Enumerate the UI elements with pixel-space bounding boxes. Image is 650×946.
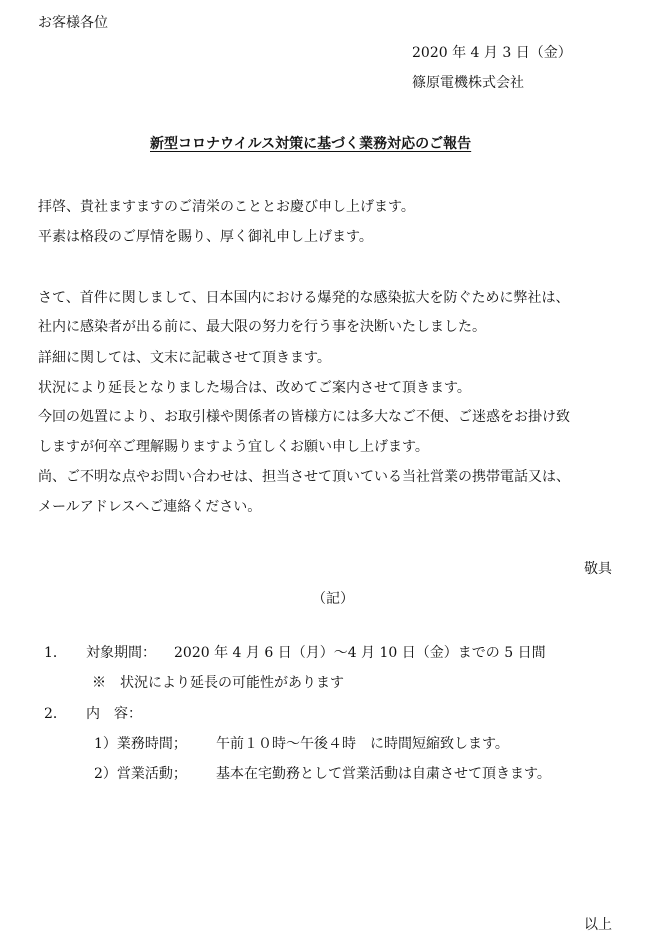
item-1-value: 2020 年 4 月 6 日（月）～4 月 10 日（金）までの 5 日間 [174, 645, 546, 661]
greeting-line-1: 拝啓、貴社ますますのご清栄のこととお慶び申し上げます。 [38, 199, 415, 215]
item-1-label: 対象期間： [86, 645, 156, 661]
body-line-8: メールアドレスへご連絡ください。 [38, 499, 262, 515]
document-date: 2020 年 4 月 3 日（金） [412, 45, 572, 61]
item-2-label: 内 容： [86, 706, 142, 722]
body-line-6: しますが何卒ご理解賜りますよう宜しくお願い申し上げます。 [38, 439, 429, 455]
item-1-note: ※ 状況により延長の可能性があります [92, 675, 344, 691]
closing-keigu: 敬具 [584, 561, 612, 577]
company-name: 篠原電機株式会社 [412, 75, 524, 91]
document-title: 新型コロナウイルス対策に基づく業務対応のご報告 [150, 136, 472, 152]
item-2-number: 2． [44, 706, 67, 722]
end-ijou: 以上 [584, 917, 612, 933]
item-2-sub-1-value: 午前１０時～午後４時 に時間短縮致します。 [216, 736, 509, 752]
body-line-5: 今回の処置により、お取引様や関係者の皆様方には多大なご不便、ご迷惑をお掛け致 [38, 409, 570, 425]
item-1-number: 1． [44, 645, 67, 661]
item-2-sub-2-value: 基本在宅勤務として営業活動は自粛させて頂きます。 [216, 766, 551, 782]
ki-heading: （記） [312, 591, 354, 607]
addressee: お客様各位 [38, 15, 108, 31]
body-line-1: さて、首件に関しまして、日本国内における爆発的な感染拡大を防ぐために弊社は、 [38, 290, 570, 306]
body-line-4: 状況により延長となりました場合は、改めてご案内させて頂きます。 [38, 380, 471, 396]
item-2-sub-2-label: 2）営業活動； [94, 766, 187, 782]
item-2-sub-1-label: 1）業務時間； [94, 736, 187, 752]
body-line-2: 社内に感染者が出る前に、最大限の努力を行う事を決断いたしました。 [38, 319, 486, 335]
body-line-7: 尚、ご不明な点やお問い合わせは、担当させて頂いている当社営業の携帯電話又は、 [38, 469, 570, 485]
body-line-3: 詳細に関しては、文末に記載させて頂きます。 [38, 350, 331, 366]
greeting-line-2: 平素は格段のご厚情を賜り、厚く御礼申し上げます。 [38, 229, 373, 245]
